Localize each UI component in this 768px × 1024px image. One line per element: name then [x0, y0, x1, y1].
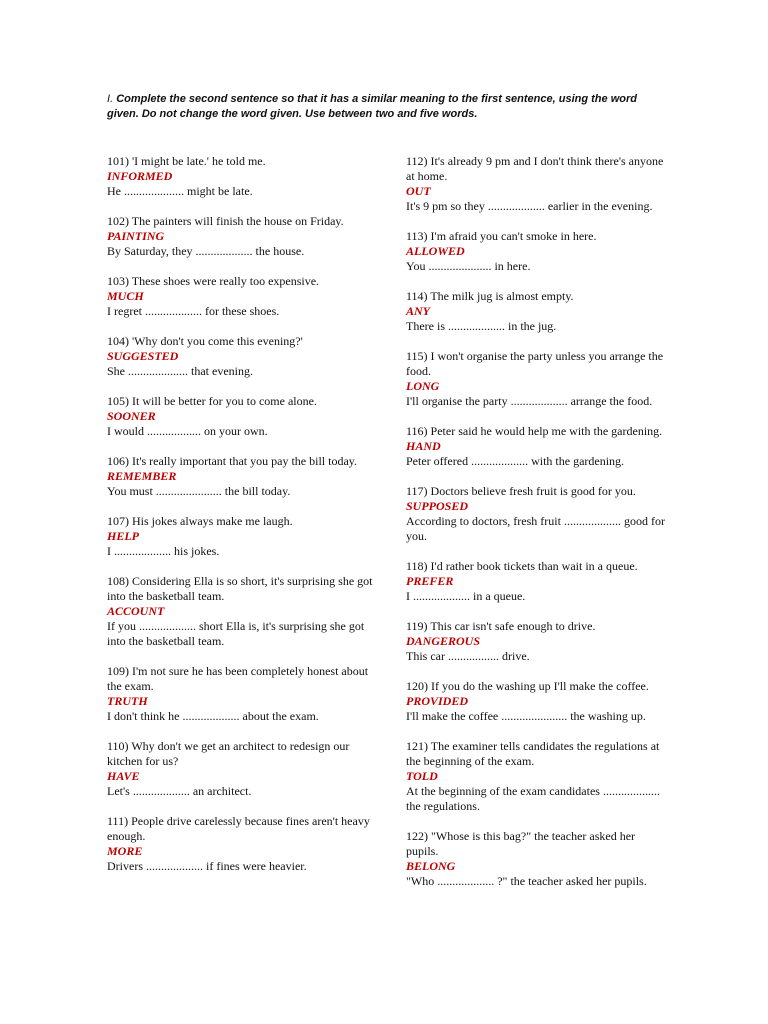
- exercise-item: [406, 424, 668, 469]
- left-column: [107, 154, 377, 889]
- original-sentence: 120) If you do the washing up I'll make the coffee.: [406, 679, 649, 693]
- exercise-item: [107, 454, 377, 499]
- original-sentence: 106) It's really important that you pay the bill today.: [107, 454, 357, 468]
- key-word: HAND: [406, 439, 441, 453]
- instruction-text: Complete the second sentence so that it has a similar meaning to the first sentence, using the word given. Do not change the word given. Use between two and five words.: [107, 93, 637, 120]
- answer-sentence: This car ................. drive.: [406, 649, 530, 663]
- answer-sentence: You must ...................... the bill today.: [107, 484, 291, 498]
- original-sentence: 117) Doctors believe fresh fruit is good for you.: [406, 484, 636, 498]
- original-sentence: 122) "Whose is this bag?" the teacher asked her pupils.: [406, 829, 636, 858]
- answer-sentence: Let's ................... an architect.: [107, 784, 252, 798]
- exercise-item: [107, 739, 377, 799]
- exercise-item: [406, 739, 668, 814]
- key-word: PROVIDED: [406, 694, 469, 708]
- right-column: [406, 154, 668, 904]
- original-sentence: 114) The milk jug is almost empty.: [406, 289, 574, 303]
- instruction-number: I.: [107, 93, 114, 105]
- original-sentence: 104) 'Why don't you come this evening?': [107, 334, 303, 348]
- original-sentence: 119) This car isn't safe enough to drive.: [406, 619, 596, 633]
- answer-sentence: It's 9 pm so they ................... earlier in the evening.: [406, 199, 653, 213]
- original-sentence: 111) People drive carelessly because fines aren't heavy enough.: [107, 814, 370, 843]
- key-word: ACCOUNT: [107, 604, 165, 618]
- exercise-item: [406, 289, 668, 334]
- original-sentence: 113) I'm afraid you can't smoke in here.: [406, 229, 597, 243]
- original-sentence: 109) I'm not sure he has been completely honest about the exam.: [107, 664, 369, 693]
- exercise-item: [107, 394, 377, 439]
- answer-sentence: I regret ................... for these shoes.: [107, 304, 280, 318]
- answer-sentence: Drivers ................... if fines were heavier.: [107, 859, 307, 873]
- exercise-item: [107, 274, 377, 319]
- original-sentence: 116) Peter said he would help me with the gardening.: [406, 424, 663, 438]
- answer-sentence: According to doctors, fresh fruit ................... good for you.: [406, 514, 665, 543]
- key-word: ANY: [406, 304, 430, 318]
- answer-sentence: He .................... might be late.: [107, 184, 253, 198]
- original-sentence: 107) His jokes always make me laugh.: [107, 514, 293, 528]
- answer-sentence: I ................... his jokes.: [107, 544, 220, 558]
- answer-sentence: There is ................... in the jug.: [406, 319, 557, 333]
- key-word: HAVE: [107, 769, 140, 783]
- key-word: PAINTING: [107, 229, 165, 243]
- exercise-item: [107, 814, 377, 874]
- key-word: DANGEROUS: [406, 634, 481, 648]
- key-word: ALLOWED: [406, 244, 465, 258]
- key-word: SUPPOSED: [406, 499, 469, 513]
- answer-sentence: She .................... that evening.: [107, 364, 253, 378]
- answer-sentence: Peter offered ................... with the gardening.: [406, 454, 625, 468]
- answer-sentence: I don't think he ................... about the exam.: [107, 709, 319, 723]
- answer-sentence: I ................... in a queue.: [406, 589, 526, 603]
- answer-sentence: By Saturday, they ................... the house.: [107, 244, 305, 258]
- original-sentence: 102) The painters will finish the house on Friday.: [107, 214, 344, 228]
- exercise-item: [107, 664, 377, 724]
- exercise-item: [406, 559, 668, 604]
- answer-sentence: I would .................. on your own.: [107, 424, 268, 438]
- original-sentence: 112) It's already 9 pm and I don't think there's anyone at home.: [406, 154, 664, 183]
- original-sentence: 103) These shoes were really too expensive.: [107, 274, 320, 288]
- exercise-item: [107, 514, 377, 559]
- exercise-item: [406, 829, 668, 889]
- original-sentence: 121) The examiner tells candidates the regulations at the beginning of the exam.: [406, 739, 660, 768]
- exercise-item: [107, 214, 377, 259]
- key-word: TOLD: [406, 769, 438, 783]
- answer-sentence: "Who ................... ?" the teacher asked her pupils.: [406, 874, 647, 888]
- instructions: [107, 92, 647, 122]
- answer-sentence: I'll organise the party ................... arrange the food.: [406, 394, 653, 408]
- exercise-item: [107, 574, 377, 649]
- key-word: LONG: [406, 379, 440, 393]
- exercise-item: [406, 679, 668, 724]
- original-sentence: 115) I won't organise the party unless you arrange the food.: [406, 349, 664, 378]
- original-sentence: 105) It will be better for you to come alone.: [107, 394, 317, 408]
- exercise-item: [406, 484, 668, 544]
- exercise-item: [406, 154, 668, 214]
- key-word: SUGGESTED: [107, 349, 179, 363]
- exercise-item: [107, 154, 377, 199]
- key-word: MORE: [107, 844, 143, 858]
- key-word: REMEMBER: [107, 469, 177, 483]
- key-word: MUCH: [107, 289, 144, 303]
- key-word: INFORMED: [107, 169, 173, 183]
- original-sentence: 101) 'I might be late.' he told me.: [107, 154, 266, 168]
- original-sentence: 108) Considering Ella is so short, it's surprising she got into the basketball team.: [107, 574, 373, 603]
- key-word: OUT: [406, 184, 431, 198]
- key-word: TRUTH: [107, 694, 148, 708]
- answer-sentence: If you ................... short Ella is, it's surprising she got into the basketball team.: [107, 619, 365, 648]
- key-word: SOONER: [107, 409, 156, 423]
- key-word: BELONG: [406, 859, 456, 873]
- original-sentence: 110) Why don't we get an architect to redesign our kitchen for us?: [107, 739, 350, 768]
- original-sentence: 118) I'd rather book tickets than wait in a queue.: [406, 559, 638, 573]
- key-word: PREFER: [406, 574, 454, 588]
- answer-sentence: At the beginning of the exam candidates ................... the regulations.: [406, 784, 660, 813]
- exercise-item: [107, 334, 377, 379]
- exercise-item: [406, 349, 668, 409]
- key-word: HELP: [107, 529, 139, 543]
- answer-sentence: You ..................... in here.: [406, 259, 531, 273]
- answer-sentence: I'll make the coffee ...................... the washing up.: [406, 709, 646, 723]
- exercise-item: [406, 229, 668, 274]
- exercise-item: [406, 619, 668, 664]
